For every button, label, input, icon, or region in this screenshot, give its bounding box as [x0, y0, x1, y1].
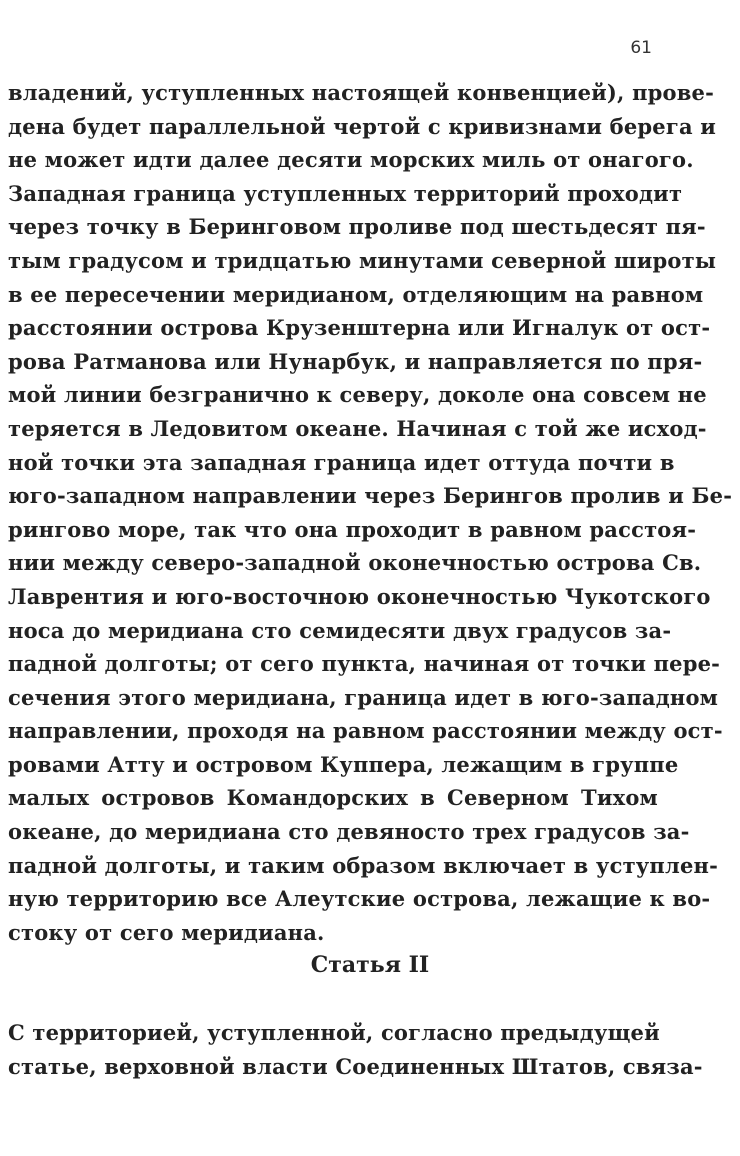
- text-line: малых островов Командорских в Северном Тихом: [8, 785, 658, 811]
- text-line: мой линии безгранично к северу, доколе она совсем не: [8, 382, 707, 408]
- text-line: нии между северо-западной оконечностью острова Св.: [8, 550, 702, 576]
- text-line: рингово море, так что она проходит в равном расстоя-: [8, 516, 697, 542]
- text-line: ровами Атту и островом Куппера, лежащим в группе: [8, 751, 679, 777]
- text-line: носа до меридиана сто семидесяти двух градусов за-: [8, 617, 672, 643]
- article-heading: Статья II: [310, 952, 430, 978]
- text-line: в ее пересечении меридианом, отделяющим на равном: [8, 281, 704, 307]
- text-line: ную территорию все Алеутские острова, лежащие к во-: [8, 886, 711, 912]
- text-line: сечения этого меридиана, граница идет в юго-западном: [8, 684, 719, 710]
- text-line: владений, уступленных настоящей конвенцией), прове-: [8, 80, 714, 105]
- text-line: падной долготы; от сего пункта, начиная от точки пере-: [8, 651, 721, 677]
- text-line: Западная граница уступленных территорий проходит: [8, 180, 683, 206]
- text-line: статье, верховной власти Соединенных Штатов, связа-: [8, 1053, 703, 1079]
- text-line: океане, до меридиана сто девяносто трех градусов за-: [8, 819, 690, 845]
- paragraph-article-2: [8, 1016, 703, 1083]
- text-line: падной долготы, и таким образом включает в уступлен-: [8, 852, 719, 878]
- text-line: направлении, проходя на равном расстоянии между ост-: [8, 718, 723, 744]
- text-line: С территорией, уступленной, согласно предыдущей: [8, 1020, 660, 1045]
- text-line: Лаврентия и юго-восточною оконечностью Чукотского: [8, 583, 711, 609]
- text-line: тым градусом и тридцатью минутами северной широты: [8, 247, 717, 273]
- text-line: ной точки эта западная граница идет оттуда почти в: [8, 449, 675, 475]
- text-line: через точку в Беринговом проливе под шестьдесят пя-: [8, 214, 706, 240]
- paragraph-article-1-continued: [8, 76, 733, 949]
- page-number: 61: [630, 38, 652, 58]
- text-line: дена будет параллельной чертой с кривизнами берега и: [8, 113, 717, 139]
- text-line: стоку от сего меридиана.: [8, 919, 325, 945]
- text-line: рова Ратманова или Нунарбук, и направляется по пря-: [8, 348, 703, 374]
- text-line: теряется в Ледовитом океане. Начиная с той же исход-: [8, 415, 707, 441]
- text-line: расстоянии острова Крузенштерна или Игналук от ост-: [8, 315, 711, 341]
- text-line: юго-западном направлении через Берингов пролив и Бе-: [8, 483, 733, 509]
- text-line: не может идти далее десяти морских миль от онагого.: [8, 147, 694, 173]
